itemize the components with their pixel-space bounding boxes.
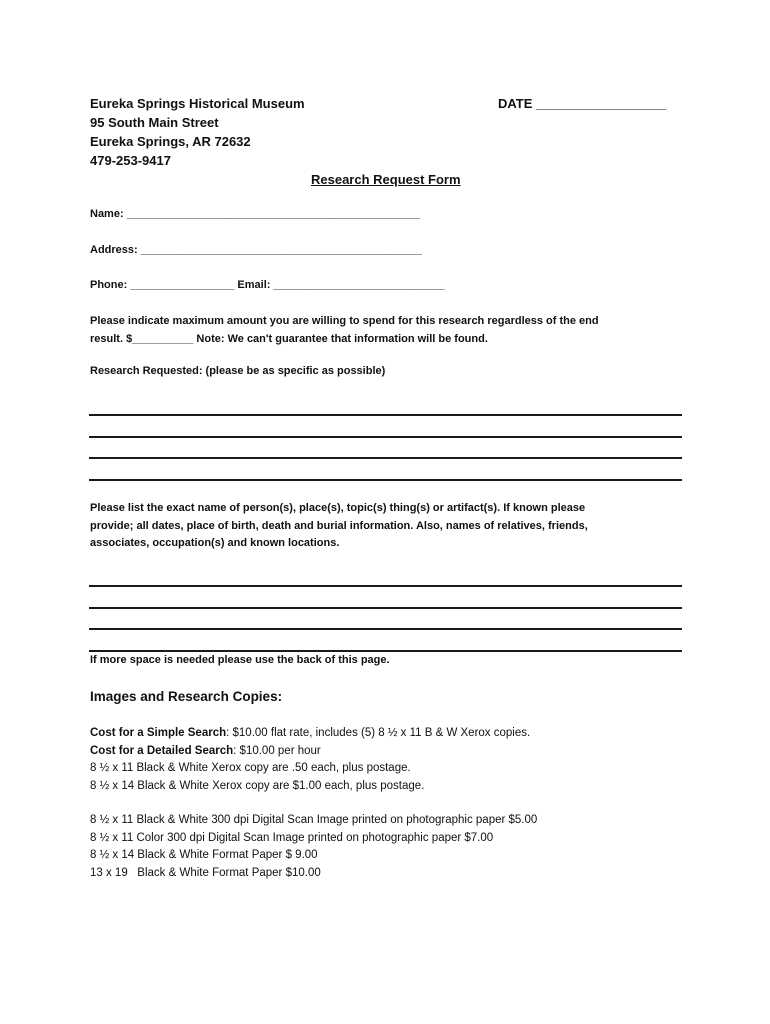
detailed-search-row <box>90 743 530 761</box>
name-field[interactable]: Name: ________________________________________________ <box>90 208 421 220</box>
form-title: Research Request Form <box>311 172 461 187</box>
phone-email-row <box>90 279 445 291</box>
space-note: If more space is needed please use the back of this page. <box>90 654 390 666</box>
scan-price-1: 8 ½ x 11 Black & White 300 dpi Digital Scan Image printed on photographic paper $5.00 <box>90 814 538 826</box>
research-line-1[interactable] <box>89 414 682 416</box>
scan-price-4: 13 x 19 Black & White Format Paper $10.00 <box>90 866 321 879</box>
list-paragraph <box>90 500 588 553</box>
list-line-2: provide; all dates, place of birth, death and burial information. Also, names of relatives, friends, <box>90 519 588 532</box>
date-field[interactable]: DATE __________________ <box>498 96 667 111</box>
museum-address-block <box>90 94 305 170</box>
details-line-1[interactable] <box>89 585 682 587</box>
pricing-list <box>90 725 530 795</box>
pricing-heading: Images and Research Copies: <box>90 689 283 704</box>
research-requested-label: Research Requested: (please be as specific as possible) <box>90 365 386 377</box>
list-line-1: Please list the exact name of person(s), place(s), topic(s) thing(s) or artifact(s). If known please <box>90 502 586 514</box>
details-line-4[interactable] <box>89 650 682 652</box>
details-line-2[interactable] <box>89 607 682 609</box>
research-line-2[interactable] <box>89 436 682 438</box>
scan-price-3: 8 ½ x 14 Black & White Format Paper $ 9.00 <box>90 849 318 861</box>
amount-paragraph <box>90 313 599 348</box>
research-line-3[interactable] <box>89 457 682 459</box>
research-line-4[interactable] <box>89 479 682 481</box>
museum-city: Eureka Springs, AR 72632 <box>90 134 251 149</box>
detailed-search-text: : $10.00 per hour <box>233 744 321 757</box>
simple-search-label: Cost for a Simple Search <box>90 727 227 739</box>
copy-price-2: 8 ½ x 14 Black & White Xerox copy are $1.00 each, plus postage. <box>90 779 425 792</box>
museum-phone: 479-253-9417 <box>90 153 171 168</box>
address-field[interactable]: Address: ______________________________________________ <box>90 244 423 256</box>
scan-pricing-list <box>90 812 537 882</box>
copy-price-1: 8 ½ x 11 Black & White Xerox copy are .50 each, plus postage. <box>90 762 411 774</box>
amount-line-2[interactable]: result. $__________ Note: We can't guarantee that information will be found. <box>90 332 488 345</box>
list-line-3: associates, occupation(s) and known locations. <box>90 537 340 549</box>
details-line-3[interactable] <box>89 628 682 630</box>
email-field[interactable]: Email: ____________________________ <box>237 279 445 291</box>
phone-field[interactable]: Phone: _________________ <box>90 279 235 291</box>
scan-price-2: 8 ½ x 11 Color 300 dpi Digital Scan Image printed on photographic paper $7.00 <box>90 831 494 844</box>
simple-search-row <box>90 725 530 743</box>
detailed-search-label: Cost for a Detailed Search <box>90 744 234 757</box>
museum-street: 95 South Main Street <box>90 115 219 130</box>
amount-line-1: Please indicate maximum amount you are willing to spend for this research regardless of the end <box>90 315 599 327</box>
museum-name: Eureka Springs Historical Museum <box>90 96 305 111</box>
simple-search-text: : $10.00 flat rate, includes (5) 8 ½ x 11 B & W Xerox copies. <box>226 727 531 739</box>
